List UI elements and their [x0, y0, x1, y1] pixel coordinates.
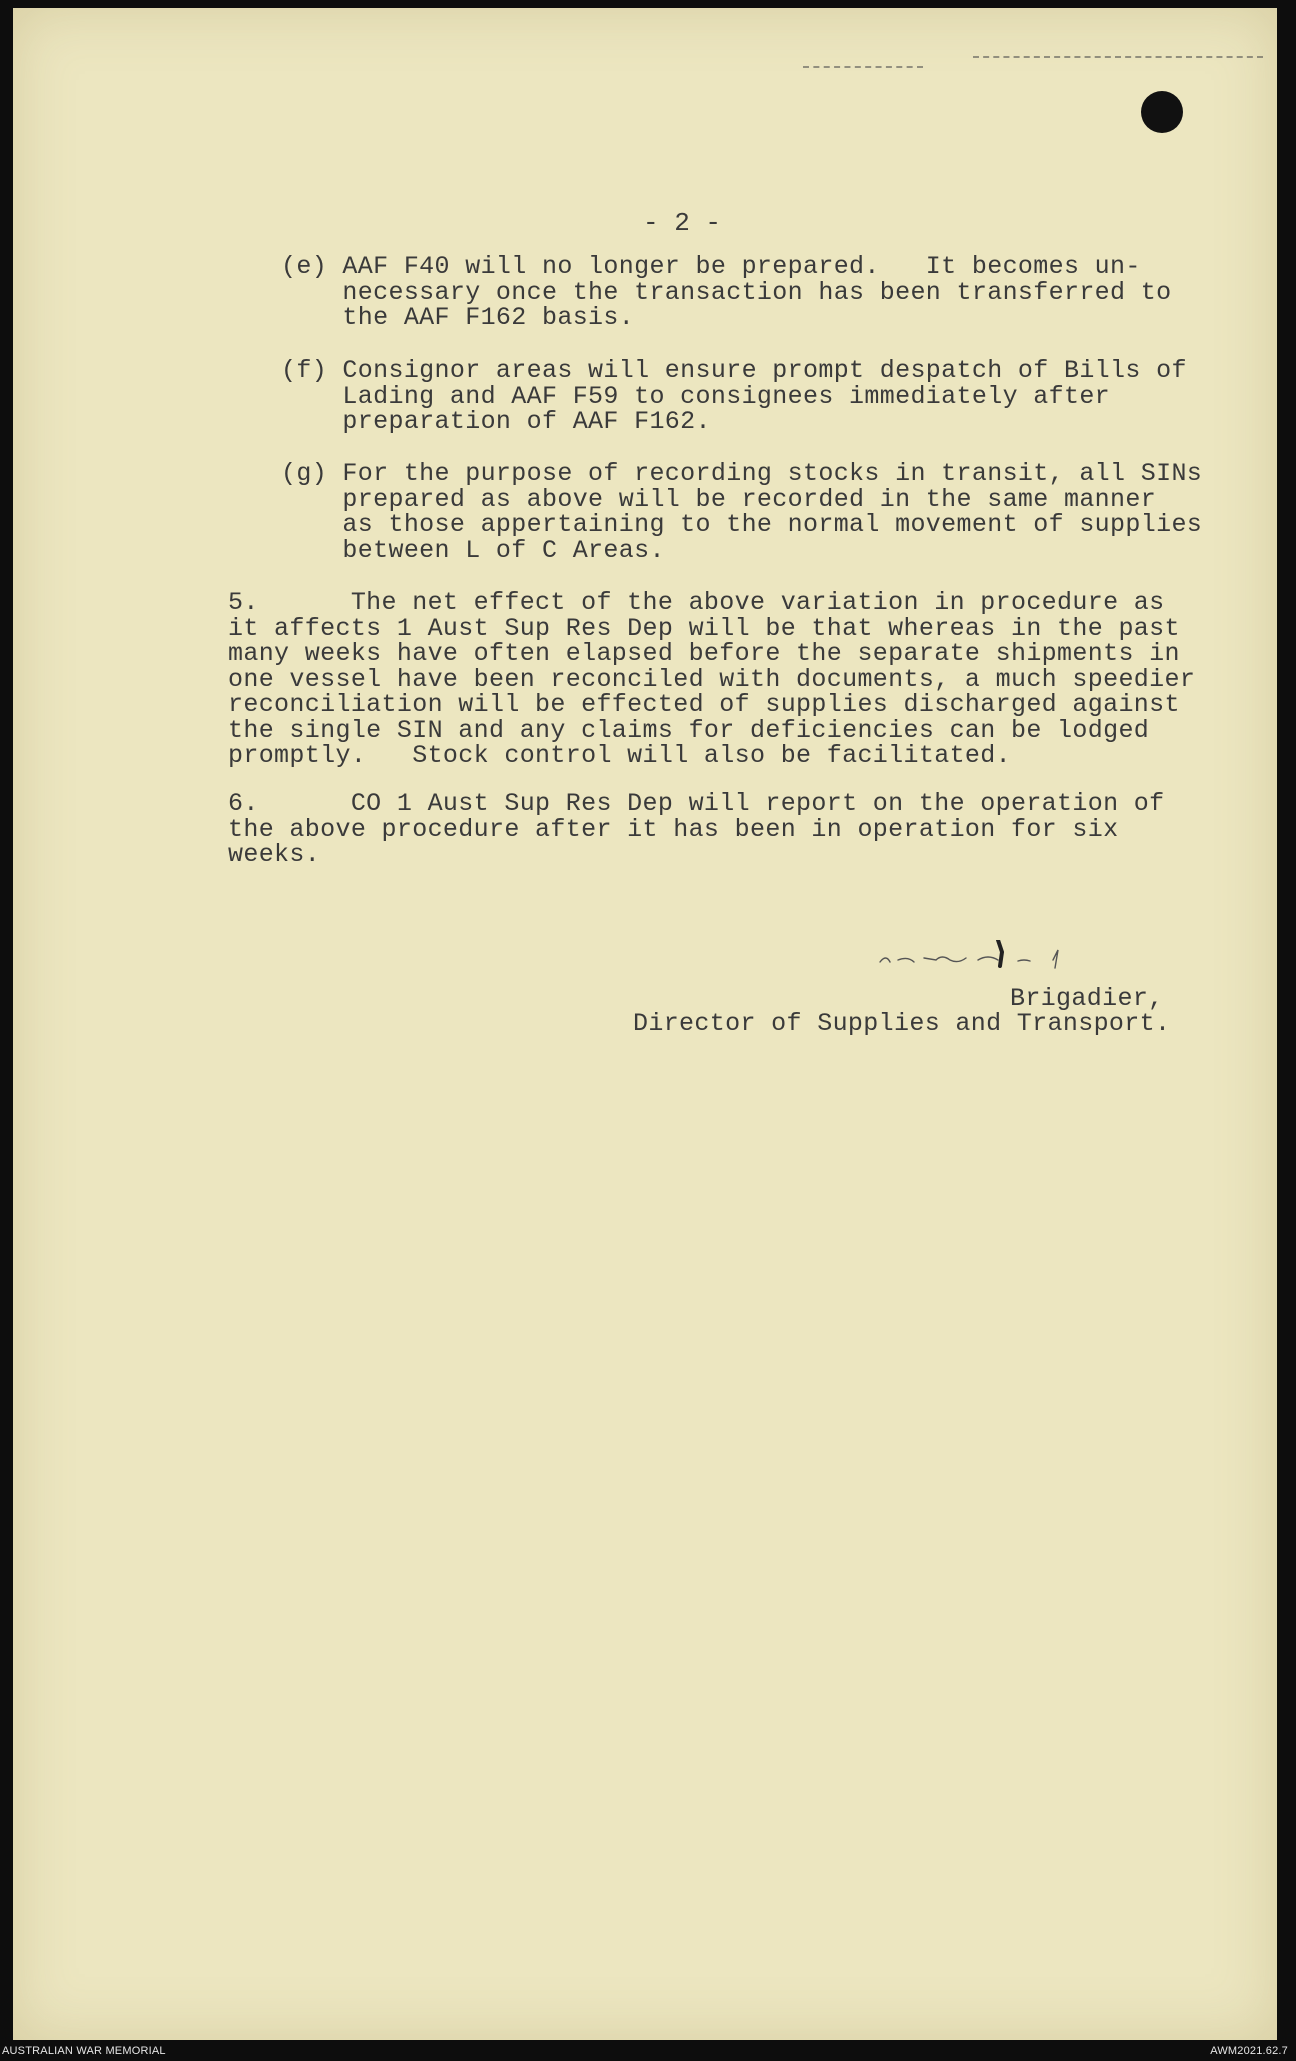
paragraph-f	[281, 358, 1187, 435]
punch-hole	[1141, 91, 1183, 133]
paragraph-e	[281, 254, 1171, 331]
paragraph-line: necessary once the transaction has been transferred to	[281, 277, 1172, 307]
paragraph-line: 6. CO 1 Aust Sup Res Dep will report on the operation of	[228, 789, 1165, 818]
footer-institution: AUSTRALIAN WAR MEMORIAL	[2, 2045, 166, 2057]
paragraph-line: (g) For the purpose of recording stocks in transit, all SINs	[281, 459, 1203, 488]
footer-reference: AWM2021.62.7	[1210, 2045, 1288, 2057]
paragraph-line: (e) AAF F40 will no longer be prepared. It becomes un-	[281, 252, 1141, 281]
page-number: - 2 -	[643, 208, 722, 238]
paragraph-line: (f) Consignor areas will ensure prompt despatch of Bills of	[281, 356, 1187, 385]
paragraph-line: prepared as above will be recorded in the same manner	[281, 484, 1157, 514]
paragraph-g	[281, 461, 1202, 563]
paragraph-line: 5. The net effect of the above variation in procedure as	[228, 588, 1165, 617]
paragraph-line: promptly. Stock control will also be facilitated.	[228, 741, 1011, 770]
paragraph-line: Lading and AAF F59 to consignees immediately after	[281, 381, 1111, 411]
paragraph-line: many weeks have often elapsed before the separate shipments in	[228, 639, 1180, 668]
signature-title: Director of Supplies and Transport.	[633, 1009, 1171, 1038]
edge-mark	[973, 56, 1263, 59]
paragraph-line: the single SIN and any claims for deficiencies can be lodged	[228, 715, 1150, 745]
paragraph-line: preparation of AAF F162.	[281, 407, 711, 436]
paragraph-line: reconciliation will be effected of supplies discharged against	[228, 690, 1180, 719]
paragraph-line: between L of C Areas.	[281, 535, 665, 565]
paragraph-line: weeks.	[228, 840, 321, 869]
paragraph-6	[228, 791, 1165, 868]
paragraph-line: the AAF F162 basis.	[281, 303, 635, 332]
edge-mark	[803, 66, 923, 69]
paragraph-5	[228, 590, 1195, 769]
signature-rank: Brigadier,	[1010, 984, 1164, 1013]
signature-scribble	[878, 940, 1113, 972]
document-page	[13, 8, 1277, 2040]
paragraph-line: it affects 1 Aust Sup Res Dep will be that whereas in the past	[228, 613, 1180, 643]
paragraph-line: one vessel have been reconciled with documents, a much speedier	[228, 664, 1196, 694]
paragraph-line: as those appertaining to the normal movement of supplies	[281, 510, 1203, 539]
paragraph-line: the above procedure after it has been in operation for six	[228, 814, 1119, 844]
